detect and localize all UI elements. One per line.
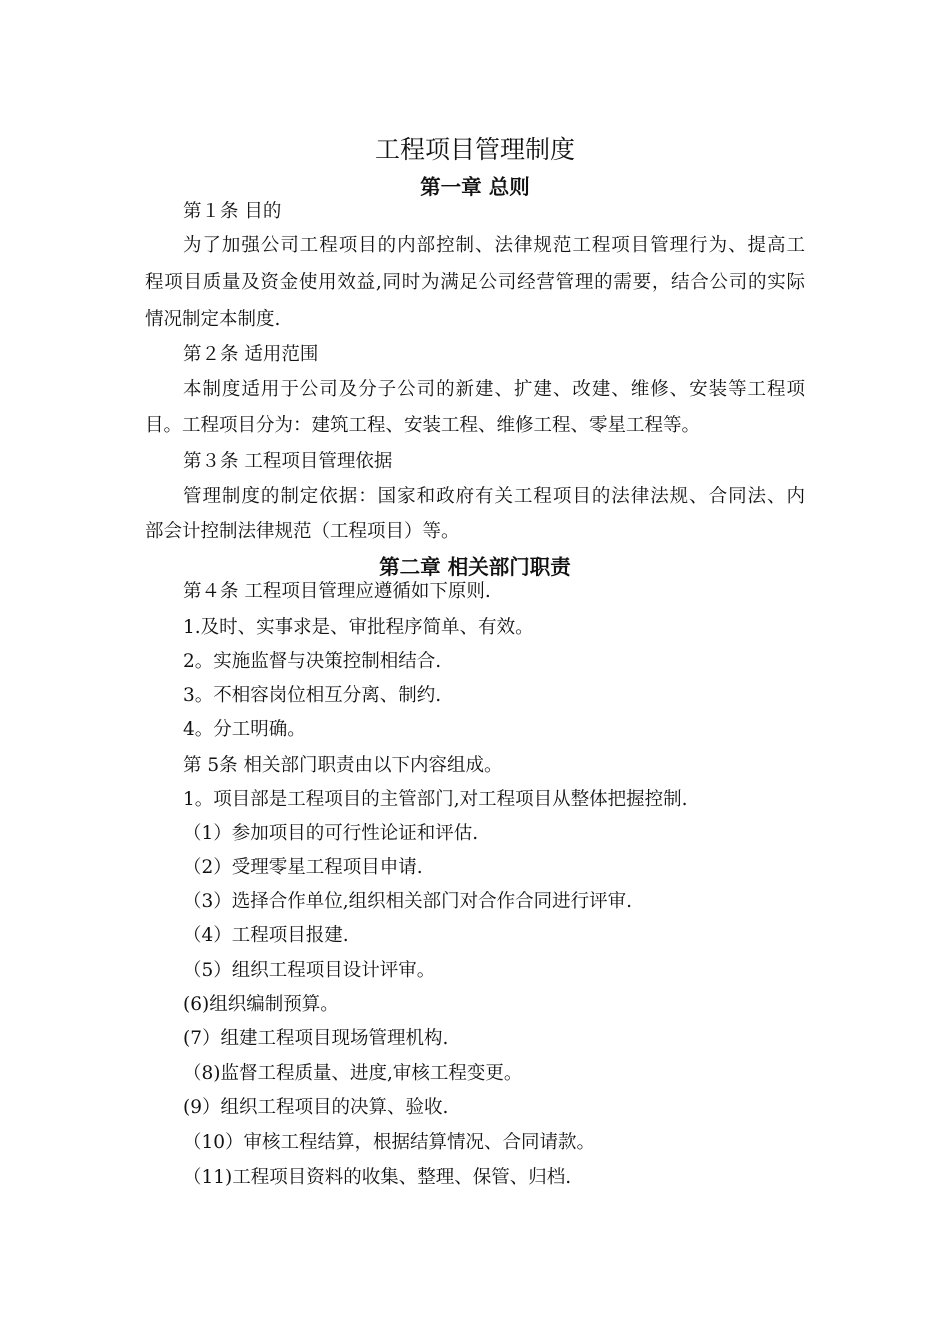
article-heading: 第１条 目的 [183, 201, 282, 222]
list-item: 2。实施监督与决策控制相结合. [183, 651, 442, 672]
chapter-heading: 第二章 相关部门职责 [379, 555, 571, 579]
article-heading: 第２条 适用范围 [183, 344, 319, 365]
list-item: （11)工程项目资料的收集、整理、保管、归档. [183, 1167, 572, 1188]
list-item: (9）组织工程项目的决算、验收. [183, 1097, 449, 1118]
list-item: （5）组织工程项目设计评审。 [183, 960, 436, 981]
paragraph-line: 情况制定本制度. [145, 309, 281, 330]
list-item: (6)组织编制预算。 [183, 994, 339, 1015]
article-heading: 第４条 工程项目管理应遵循如下原则. [183, 581, 491, 602]
chapter-heading: 第一章 总则 [420, 175, 530, 199]
paragraph-line: 本制度适用于公司及分子公司的新建、扩建、改建、维修、安装等工程项 [183, 379, 805, 400]
paragraph-line: 程项目质量及资金使用效益,同时为满足公司经营管理的需要，结合公司的实际 [145, 272, 805, 293]
list-item: 4。分工明确。 [183, 719, 306, 740]
paragraph-line: 管理制度的制定依据：国家和政府有关工程项目的法律法规、合同法、内 [183, 486, 805, 507]
article-heading: 第 5条 相关部门职责由以下内容组成。 [183, 755, 503, 776]
list-item: （10）审核工程结算，根据结算情况、合同请款。 [183, 1132, 596, 1153]
paragraph-line: 为了加强公司工程项目的内部控制、法律规范工程项目管理行为、提高工 [183, 235, 805, 256]
list-item: 3。不相容岗位相互分离、制约. [183, 685, 442, 706]
list-item: （1）参加项目的可行性论证和评估. [183, 823, 479, 844]
list-item: （2）受理零星工程项目申请. [183, 857, 423, 878]
paragraph-line: 部会计控制法律规范（工程项目）等。 [145, 521, 460, 542]
article-heading: 第３条 工程项目管理依据 [183, 451, 393, 472]
list-item: 1。项目部是工程项目的主管部门,对工程项目从整体把握控制. [183, 789, 688, 810]
document-title: 工程项目管理制度 [374, 135, 575, 164]
paragraph-line: 目。工程项目分为：建筑工程、安装工程、维修工程、零星工程等。 [145, 415, 701, 436]
list-item: （3）选择合作单位,组织相关部门对合作合同进行评审. [183, 891, 633, 912]
list-item: （8)监督工程质量、进度,审核工程变更。 [183, 1063, 523, 1084]
list-item: （4）工程项目报建. [183, 925, 349, 946]
list-item: (7）组建工程项目现场管理机构. [183, 1028, 449, 1049]
list-item: 1.及时、实事求是、审批程序简单、有效。 [183, 617, 534, 638]
